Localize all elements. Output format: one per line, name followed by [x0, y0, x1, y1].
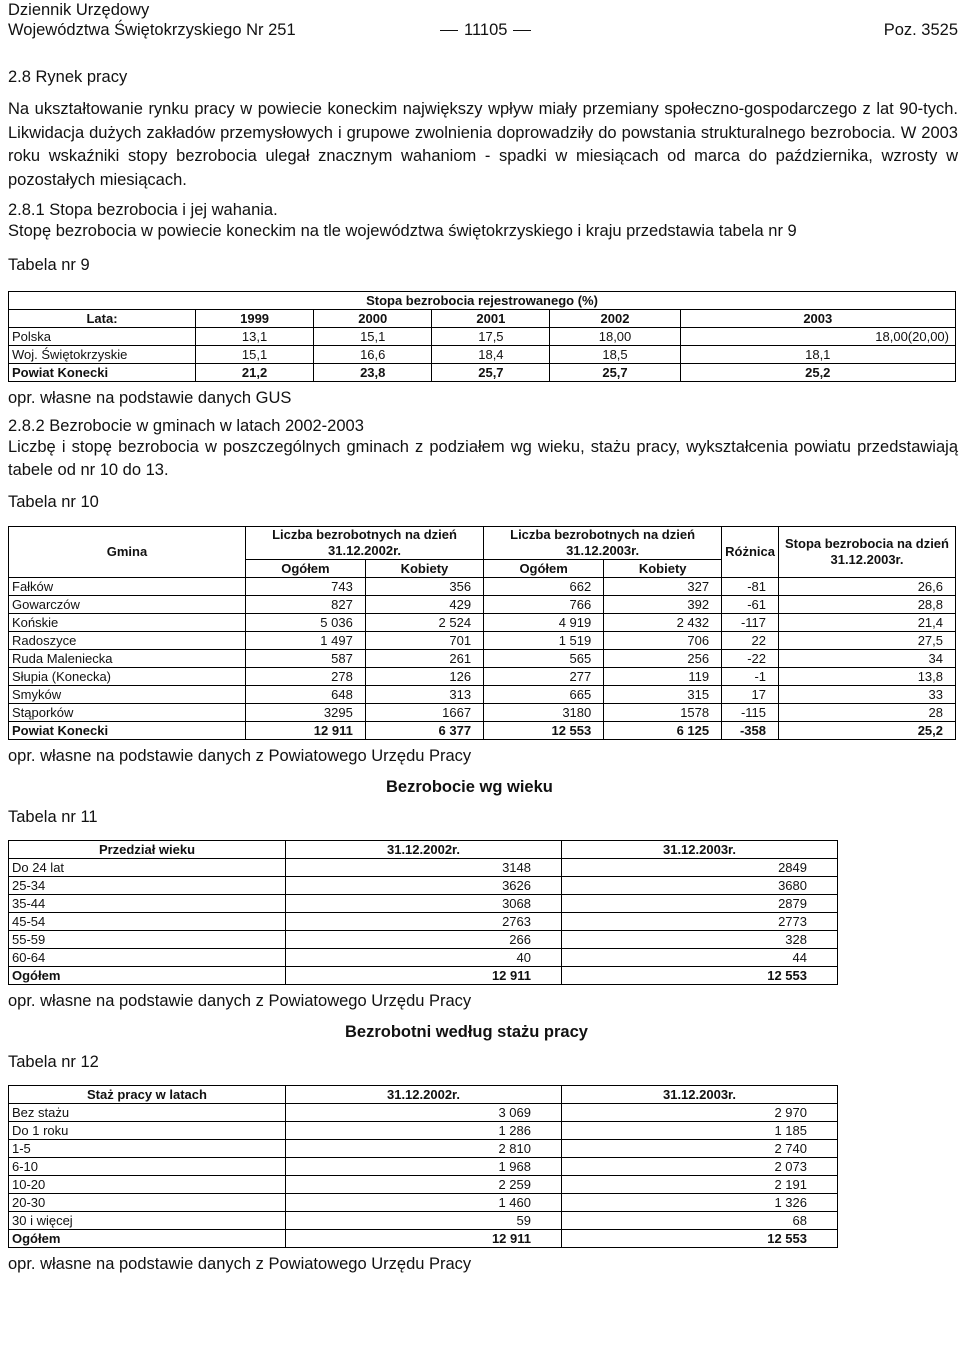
cell: 701	[365, 631, 483, 649]
row-label: 25-34	[9, 876, 286, 894]
cell: 34	[779, 649, 956, 667]
row-label: Smyków	[9, 685, 246, 703]
cell: 256	[604, 649, 722, 667]
page-header	[8, 0, 958, 42]
cell: 827	[246, 595, 366, 613]
table-row	[9, 595, 956, 613]
table-row	[9, 526, 956, 559]
cell: 706	[604, 631, 722, 649]
cell: 12 911	[286, 966, 562, 984]
table-row	[9, 1229, 838, 1247]
row-label: 6-10	[9, 1157, 286, 1175]
cell: 18,4	[432, 345, 550, 363]
cell: 356	[365, 577, 483, 595]
table10-subheader: Kobiety	[604, 559, 722, 577]
row-label: Gowarczów	[9, 595, 246, 613]
row-label: Polska	[9, 327, 196, 345]
table12-title: Bezrobotni według stażu pracy	[345, 1022, 588, 1041]
cell: -1	[722, 667, 779, 685]
cell: 25,2	[779, 721, 956, 739]
cell: -117	[722, 613, 779, 631]
table10-subheader: Ogółem	[484, 559, 604, 577]
table9-caption: Stopa bezrobocia rejestrowanego (%)	[9, 291, 956, 309]
row-label: 30 i więcej	[9, 1211, 286, 1229]
cell: 328	[562, 930, 838, 948]
table-row	[9, 876, 838, 894]
table-row	[9, 840, 838, 858]
row-label: Ruda Maleniecka	[9, 649, 246, 667]
cell: -358	[722, 721, 779, 739]
table-row	[9, 327, 956, 345]
table-9	[8, 291, 956, 382]
table-row	[9, 631, 956, 649]
table9-year: 2003	[680, 309, 955, 327]
cell: 6 377	[365, 721, 483, 739]
section-heading: 2.8 Rynek pracy	[8, 68, 128, 86]
table9-year: 2002	[550, 309, 680, 327]
cell: 665	[484, 685, 604, 703]
cell: 16,6	[314, 345, 432, 363]
row-label: Powiat Konecki	[9, 363, 196, 381]
cell: 15,1	[196, 345, 314, 363]
cell: 27,5	[779, 631, 956, 649]
table-row	[9, 858, 838, 876]
row-label: 45-54	[9, 912, 286, 930]
cell: 12 553	[562, 966, 838, 984]
cell: 1 185	[562, 1121, 838, 1139]
table-row	[9, 1157, 838, 1175]
cell: 2 524	[365, 613, 483, 631]
table-row	[9, 721, 956, 739]
table-row	[9, 912, 838, 930]
cell: 119	[604, 667, 722, 685]
cell: 25,7	[550, 363, 680, 381]
cell: 429	[365, 595, 483, 613]
cell: 18,00	[550, 327, 680, 345]
table-row	[9, 1211, 838, 1229]
row-label: Radoszyce	[9, 631, 246, 649]
row-label: Woj. Świętokrzyskie	[9, 345, 196, 363]
cell: 2 432	[604, 613, 722, 631]
table9-label: Tabela nr 9	[8, 255, 90, 274]
cell: 68	[562, 1211, 838, 1229]
cell: 3068	[286, 894, 562, 912]
cell: 565	[484, 649, 604, 667]
cell: 278	[246, 667, 366, 685]
cell: 3 069	[286, 1103, 562, 1121]
cell: 2 259	[286, 1175, 562, 1193]
cell: 21,2	[196, 363, 314, 381]
cell: 1 519	[484, 631, 604, 649]
cell: 28,8	[779, 595, 956, 613]
cell: 17	[722, 685, 779, 703]
table9-year: 2001	[432, 309, 550, 327]
row-label: Do 24 lat	[9, 858, 286, 876]
cell: 26,6	[779, 577, 956, 595]
row-label: 20-30	[9, 1193, 286, 1211]
page-number: 11105	[434, 20, 537, 40]
cell: 23,8	[314, 363, 432, 381]
cell: 743	[246, 577, 366, 595]
journal-subtitle: Województwa Świętokrzyskiego Nr 251	[8, 21, 296, 39]
table10-subheader: Ogółem	[246, 559, 366, 577]
cell: 3148	[286, 858, 562, 876]
cell: 15,1	[314, 327, 432, 345]
table-row	[9, 966, 838, 984]
row-label: 35-44	[9, 894, 286, 912]
table-row	[9, 345, 956, 363]
table-row	[9, 930, 838, 948]
table-row	[9, 649, 956, 667]
row-label: Stąporków	[9, 703, 246, 721]
cell: 3680	[562, 876, 838, 894]
cell: 18,5	[550, 345, 680, 363]
cell: 392	[604, 595, 722, 613]
cell: 662	[484, 577, 604, 595]
cell: 3626	[286, 876, 562, 894]
row-label: Do 1 roku	[9, 1121, 286, 1139]
row-label: Słupia (Konecka)	[9, 667, 246, 685]
cell: 12 911	[286, 1229, 562, 1247]
table10-header-2002: Liczba bezrobotnych na dzień 31.12.2002r.	[246, 526, 484, 559]
cell: 33	[779, 685, 956, 703]
row-label: 10-20	[9, 1175, 286, 1193]
table12-header: Staż pracy w latach	[9, 1085, 286, 1103]
table-row	[9, 948, 838, 966]
table10-header-2003: Liczba bezrobotnych na dzień 31.12.2003r.	[484, 526, 722, 559]
row-label: 60-64	[9, 948, 286, 966]
table12-source: opr. własne na podstawie danych z Powiatowego Urzędu Pracy	[8, 1254, 472, 1273]
table-row	[9, 667, 956, 685]
cell: 4 919	[484, 613, 604, 631]
row-label: 1-5	[9, 1139, 286, 1157]
table10-header-gmina: Gmina	[9, 526, 246, 577]
cell: 44	[562, 948, 838, 966]
table11-label: Tabela nr 11	[8, 807, 98, 826]
table10-source: opr. własne na podstawie danych z Powiatowego Urzędu Pracy	[8, 746, 472, 765]
table-row	[9, 1175, 838, 1193]
table11-source: opr. własne na podstawie danych z Powiatowego Urzędu Pracy	[8, 991, 472, 1010]
table10-header-rate: Stopa bezrobocia na dzień 31.12.2003r.	[779, 526, 956, 577]
table12-label: Tabela nr 12	[8, 1052, 99, 1071]
cell: 40	[286, 948, 562, 966]
cell: 13,8	[779, 667, 956, 685]
table10-label: Tabela nr 10	[8, 492, 99, 511]
cell: 28	[779, 703, 956, 721]
row-label: Ogółem	[9, 966, 286, 984]
cell: 2 191	[562, 1175, 838, 1193]
table9-year-label: Lata:	[9, 309, 196, 327]
table-row	[9, 1103, 838, 1121]
table-row	[9, 1121, 838, 1139]
row-label: Ogółem	[9, 1229, 286, 1247]
table12-header: 31.12.2002r.	[286, 1085, 562, 1103]
cell: -115	[722, 703, 779, 721]
cell: 126	[365, 667, 483, 685]
journal-title: Dziennik Urzędowy	[8, 1, 150, 19]
document-page	[8, 0, 958, 1280]
cell: 315	[604, 685, 722, 703]
cell: -61	[722, 595, 779, 613]
table-11	[8, 840, 838, 985]
intro-paragraph: Na ukształtowanie rynku pracy w powiecie koneckim największy wpływ miały przemiany społeczno-gospodarczego z lat 90-tych. Likwidacja dużych zakładów przemysłowych i grupowe zwolnienia doprowadziły do powstania strukturalnego bezrobocia. W 2003 roku wskaźniki stopy bezrobocia ulegał znacznym wahaniom - spadki w miesiącach od marca do października, wzrosty w pozostałych miesiącach.	[8, 100, 958, 189]
cell: 2 810	[286, 1139, 562, 1157]
cell: 25,2	[680, 363, 955, 381]
row-label: Powiat Konecki	[9, 721, 246, 739]
cell: 18,00(20,00)	[680, 327, 955, 345]
table11-header: 31.12.2002r.	[286, 840, 562, 858]
cell: 2 073	[562, 1157, 838, 1175]
cell: 2849	[562, 858, 838, 876]
cell: 12 911	[246, 721, 366, 739]
cell: 17,5	[432, 327, 550, 345]
cell: 1 286	[286, 1121, 562, 1139]
table10-header-diff: Różnica	[722, 526, 779, 577]
cell: 261	[365, 649, 483, 667]
cell: 12 553	[484, 721, 604, 739]
cell: 266	[286, 930, 562, 948]
table9-source: opr. własne na podstawie danych GUS	[8, 388, 292, 407]
table12-heading-block	[8, 1017, 958, 1085]
table-row	[9, 577, 956, 595]
table-row	[9, 309, 956, 327]
cell: 1667	[365, 703, 483, 721]
cell: 1578	[604, 703, 722, 721]
row-label: Końskie	[9, 613, 246, 631]
table10-subheader: Kobiety	[365, 559, 483, 577]
row-label: Fałków	[9, 577, 246, 595]
cell: -81	[722, 577, 779, 595]
cell: 3180	[484, 703, 604, 721]
cell: 2 740	[562, 1139, 838, 1157]
table-row	[9, 291, 956, 309]
cell: 1 968	[286, 1157, 562, 1175]
cell: 1 460	[286, 1193, 562, 1211]
cell: 313	[365, 685, 483, 703]
table-10	[8, 526, 956, 740]
cell: 327	[604, 577, 722, 595]
cell: 2763	[286, 912, 562, 930]
cell: 2879	[562, 894, 838, 912]
cell: 5 036	[246, 613, 366, 631]
table-row	[9, 685, 956, 703]
cell: 25,7	[432, 363, 550, 381]
subsection-heading-1: 2.8.1 Stopa bezrobocia i jej wahania.	[8, 201, 278, 219]
table-row	[9, 1085, 838, 1103]
row-label: Bez stażu	[9, 1103, 286, 1121]
cell: 13,1	[196, 327, 314, 345]
subsection-heading-2: 2.8.2 Bezrobocie w gminach w latach 2002-2003	[8, 416, 364, 435]
table11-title: Bezrobocie wg wieku	[386, 777, 553, 796]
table-row	[9, 703, 956, 721]
cell: 1 326	[562, 1193, 838, 1211]
cell: 766	[484, 595, 604, 613]
cell: 6 125	[604, 721, 722, 739]
table-row	[9, 1139, 838, 1157]
cell: 587	[246, 649, 366, 667]
row-label: 55-59	[9, 930, 286, 948]
cell: 1 497	[246, 631, 366, 649]
table9-year: 1999	[196, 309, 314, 327]
cell: 21,4	[779, 613, 956, 631]
table-row	[9, 894, 838, 912]
cell: 18,1	[680, 345, 955, 363]
cell: -22	[722, 649, 779, 667]
cell: 59	[286, 1211, 562, 1229]
table-row	[9, 1193, 838, 1211]
cell: 3295	[246, 703, 366, 721]
cell: 648	[246, 685, 366, 703]
table-row	[9, 613, 956, 631]
table-12	[8, 1085, 838, 1248]
cell: 277	[484, 667, 604, 685]
table-row	[9, 363, 956, 381]
cell: 12 553	[562, 1229, 838, 1247]
cell: 2773	[562, 912, 838, 930]
table11-header: 31.12.2003r.	[562, 840, 838, 858]
table11-header: Przedział wieku	[9, 840, 286, 858]
position-number: Poz. 3525	[883, 21, 958, 39]
subsection-text-1: Stopę bezrobocia w powiecie koneckim na tle województwa świętokrzyskiego i kraju przedstawia tabela nr 9	[8, 222, 797, 240]
cell: 2 970	[562, 1103, 838, 1121]
subsection-text-2: Liczbę i stopę bezrobocia w poszczególnych gminach z podziałem wg wieku, stażu pracy, wykształcenia powiatu przedstawiają tabele od nr 10 do 13.	[8, 437, 958, 479]
table9-year: 2000	[314, 309, 432, 327]
table11-heading-block	[8, 772, 958, 840]
table12-header: 31.12.2003r.	[562, 1085, 838, 1103]
cell: 22	[722, 631, 779, 649]
